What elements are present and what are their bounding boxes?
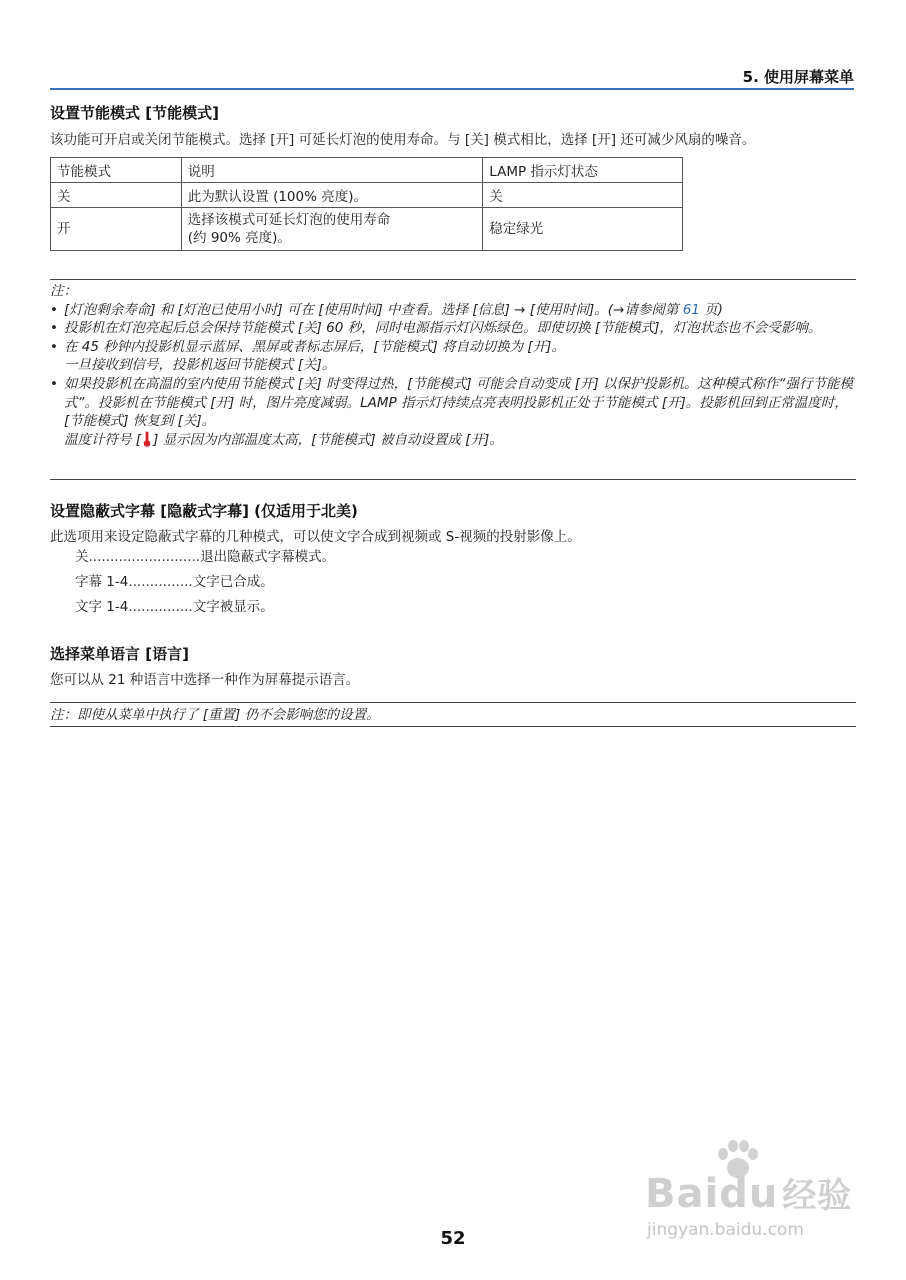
- thermometer-icon: [143, 431, 151, 447]
- table-cell-desc: [181, 208, 483, 251]
- list-item: [75, 595, 335, 620]
- note-text: 如果投影机在高温的室内使用节能模式 [关] 时变得过热，[节能模式] 可能会自动变成 [开] 以保护投影机。这种模式称作“强行节能模式”。投影机在节能模式 [开] 时，图片亮度减弱。LAMP 指示灯持续点亮表明投影机正处于节能模式 [开]。投影机回到正常温度时，[节能模式] 恢复到 [关]。: [64, 375, 854, 430]
- note-bullet: [50, 319, 858, 338]
- list-item: [75, 545, 335, 570]
- option-value: 文字已合成。: [192, 574, 274, 590]
- lang-description: 您可以从 21 种语言中选择一种作为屏幕提示语言。: [50, 672, 360, 688]
- table-cell-desc-line2: (约 90% 亮度)。: [187, 230, 291, 246]
- note-text: ] 显示因为内部温度太高，[节能模式] 被自动设置成 [开]。: [153, 431, 503, 448]
- bullet-icon: •: [50, 375, 58, 392]
- eco-description: 该功能可开启或关闭节能模式。选择 [开] 可延长灯泡的使用寿命。与 [关] 模式相比，选择 [开] 还可减少风扇的噪音。: [50, 132, 756, 148]
- note-bullet: [50, 375, 858, 449]
- note-bullet: [50, 338, 858, 375]
- note-label: 注：: [50, 283, 77, 299]
- lang-note-top-rule: [50, 702, 856, 703]
- note-text: 温度计符号 [: [64, 431, 142, 448]
- option-key: 关: [75, 549, 89, 565]
- option-key: 文字 1-4: [75, 599, 129, 615]
- option-value: 退出隐蔽式字幕模式。: [200, 549, 336, 565]
- leader-dots: ...............: [128, 574, 193, 590]
- watermark-brand: du: [719, 1171, 779, 1217]
- watermark-brand: Bai: [645, 1171, 720, 1217]
- page-number: 52: [440, 1228, 466, 1249]
- eco-mode-table: [50, 157, 683, 251]
- leader-dots: ..........................: [88, 549, 201, 565]
- eco-section-title: 设置节能模式 [节能模式]: [50, 104, 219, 122]
- table-cell-lamp: 关: [483, 183, 683, 208]
- eco-note: [50, 282, 858, 449]
- note-text: 在 45 秒钟内投影机显示蓝屏、黑屏或者标志屏后，[节能模式] 将自动切换为 [开]。: [64, 338, 565, 355]
- table-header-lamp: LAMP 指示灯状态: [483, 158, 683, 183]
- table-row: [51, 208, 683, 251]
- table-row: [51, 183, 683, 208]
- note-bottom-rule: [50, 479, 856, 480]
- cc-description: 此选项用来设定隐蔽式字幕的几种模式，可以使文字合成到视频或 S-视频的投射影像上。: [50, 529, 581, 545]
- lang-section-title: 选择菜单语言 [语言]: [50, 645, 189, 663]
- table-cell-mode: 关: [51, 183, 182, 208]
- chapter-title: 5. 使用屏幕菜单: [742, 68, 854, 86]
- note-top-rule: [50, 279, 856, 280]
- lang-note-bottom-rule: [50, 726, 856, 727]
- note-bullet: [50, 301, 858, 320]
- table-header-desc: 说明: [181, 158, 483, 183]
- bullet-icon: •: [50, 301, 58, 318]
- chapter-rule: [50, 88, 854, 90]
- note-text: 页): [699, 301, 723, 318]
- watermark-url: jingyan.baidu.com: [647, 1220, 804, 1240]
- bullet-icon: •: [50, 320, 58, 337]
- note-text: 一旦接收到信号，投影机返回节能模式 [关]。: [64, 357, 336, 374]
- cc-section-title: 设置隐蔽式字幕 [隐蔽式字幕] (仅适用于北美): [50, 502, 358, 520]
- lang-note: 注：即使从菜单中执行了 [重置] 仍不会影响您的设置。: [50, 707, 380, 723]
- option-key: 字幕 1-4: [75, 574, 129, 590]
- bullet-icon: •: [50, 338, 58, 355]
- table-cell-mode: 开: [51, 208, 182, 251]
- table-cell-lamp: 稳定绿光: [483, 208, 683, 251]
- note-text: [灯泡剩余寿命] 和 [灯泡已使用小时] 可在 [使用时间] 中查看。选择 [信息] → [使用时间]。(→请参阅第: [64, 301, 683, 318]
- watermark-brand-cn: 经验: [782, 1176, 853, 1216]
- page-reference-link[interactable]: 61: [682, 301, 700, 318]
- table-cell-desc-line1: 选择该模式可延长灯泡的使用寿命: [187, 212, 391, 228]
- table-header-row: [51, 158, 683, 183]
- table-cell-desc: 此为默认设置 (100% 亮度)。: [181, 183, 483, 208]
- option-value: 文字被显示。: [192, 599, 274, 615]
- note-text: 投影机在灯泡亮起后总会保持节能模式 [关] 60 秒，同时电源指示灯闪烁绿色。即使切换 [节能模式]，灯泡状态也不会受影响。: [64, 320, 822, 337]
- list-item: [75, 570, 335, 595]
- cc-options-list: [75, 545, 335, 620]
- table-header-mode: 节能模式: [51, 158, 182, 183]
- leader-dots: ...............: [128, 599, 193, 615]
